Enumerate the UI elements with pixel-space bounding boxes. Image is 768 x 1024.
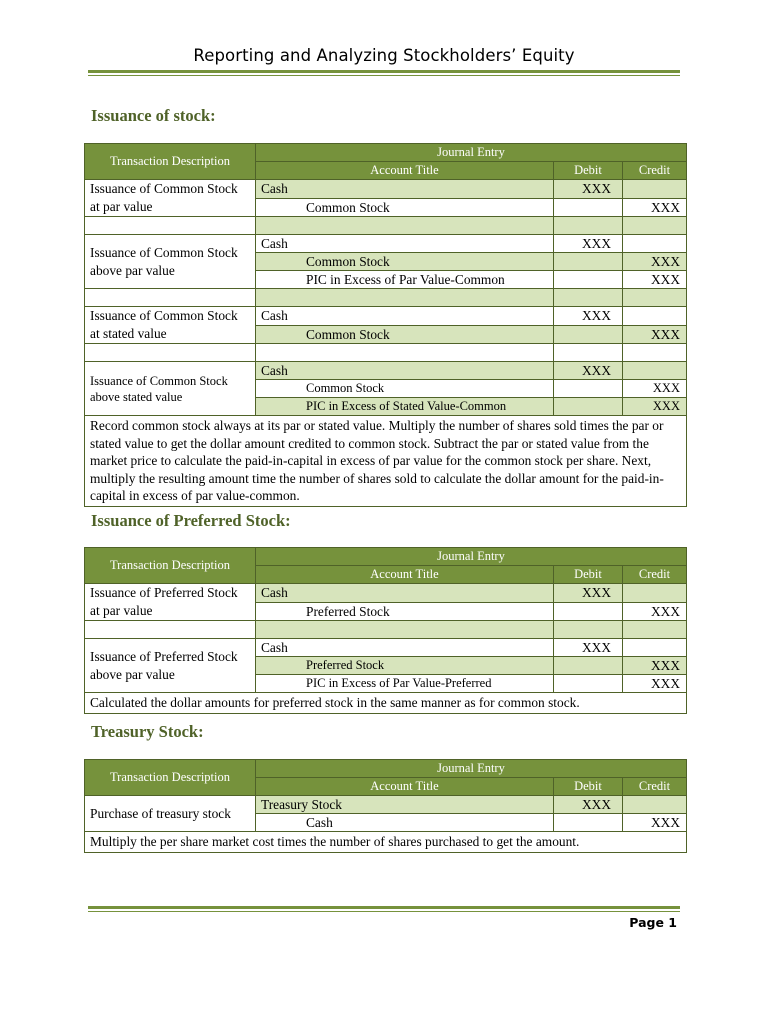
- col-header-account-title: Account Title: [256, 778, 554, 796]
- credit-amount: [623, 584, 687, 603]
- col-header-account-title: Account Title: [256, 566, 554, 584]
- account-title: Cash: [256, 235, 554, 253]
- transaction-description: Issuance of Preferred Stock above par value: [85, 639, 256, 693]
- col-header-account-title: Account Title: [256, 162, 554, 180]
- credit-amount: [623, 362, 687, 380]
- debit-amount: [554, 198, 623, 217]
- col-header-journal-entry: Journal Entry: [256, 760, 687, 778]
- header-divider: [88, 70, 680, 76]
- credit-amount: XXX: [623, 657, 687, 675]
- transaction-description: Purchase of treasury stock: [85, 796, 256, 832]
- account-title: PIC in Excess of Par Value-Preferred: [256, 675, 554, 693]
- credit-amount: XXX: [623, 271, 687, 289]
- debit-amount: [554, 380, 623, 398]
- section-heading-preferred-stock: Issuance of Preferred Stock:: [91, 511, 291, 530]
- col-header-debit: Debit: [554, 566, 623, 584]
- credit-amount: XXX: [623, 602, 687, 621]
- debit-amount: [554, 657, 623, 675]
- account-title: Preferred Stock: [256, 602, 554, 621]
- credit-amount: XXX: [623, 198, 687, 217]
- account-title: Cash: [256, 180, 554, 199]
- debit-amount: [554, 271, 623, 289]
- section-heading-issuance-of-stock: Issuance of stock:: [91, 106, 216, 125]
- credit-amount: XXX: [623, 814, 687, 832]
- col-header-debit: Debit: [554, 778, 623, 796]
- account-title: Cash: [256, 814, 554, 832]
- table-header-row: [85, 548, 687, 566]
- col-header-journal-entry: Journal Entry: [256, 144, 687, 162]
- spacer-row: [85, 217, 687, 235]
- spacer-row: [85, 289, 687, 307]
- treasury-stock-journal-table: [84, 759, 687, 853]
- table-row: [85, 307, 687, 326]
- transaction-description: Issuance of Common Stock above stated value: [85, 362, 256, 416]
- table-row: [85, 362, 687, 380]
- col-header-debit: Debit: [554, 162, 623, 180]
- transaction-description: Issuance of Common Stock at par value: [85, 180, 256, 217]
- transaction-description: Issuance of Preferred Stock at par value: [85, 584, 256, 621]
- note-row: [85, 832, 687, 853]
- credit-amount: XXX: [623, 325, 687, 344]
- account-title: Common Stock: [256, 325, 554, 344]
- table-row: [85, 235, 687, 253]
- preferred-stock-journal-table: [84, 547, 687, 714]
- credit-amount: XXX: [623, 253, 687, 271]
- credit-amount: XXX: [623, 398, 687, 416]
- debit-amount: XXX: [554, 639, 623, 657]
- col-header-transaction-description: Transaction Description: [85, 548, 256, 584]
- note-row: [85, 416, 687, 507]
- spacer-row: [85, 344, 687, 362]
- debit-amount: [554, 814, 623, 832]
- account-title: Cash: [256, 307, 554, 326]
- table-row: [85, 584, 687, 603]
- credit-amount: [623, 180, 687, 199]
- account-title: Treasury Stock: [256, 796, 554, 814]
- debit-amount: XXX: [554, 362, 623, 380]
- spacer-row: [85, 621, 687, 639]
- page-number: Page 1: [629, 915, 677, 930]
- account-title: Cash: [256, 584, 554, 603]
- account-title: Common Stock: [256, 380, 554, 398]
- footer-divider: [88, 906, 680, 912]
- debit-amount: XXX: [554, 235, 623, 253]
- debit-amount: XXX: [554, 180, 623, 199]
- col-header-credit: Credit: [623, 778, 687, 796]
- debit-amount: [554, 675, 623, 693]
- account-title: Common Stock: [256, 198, 554, 217]
- common-stock-journal-table: [84, 143, 687, 507]
- col-header-transaction-description: Transaction Description: [85, 760, 256, 796]
- table-header-row: [85, 144, 687, 162]
- account-title: Cash: [256, 639, 554, 657]
- section-heading-treasury-stock: Treasury Stock:: [91, 722, 204, 741]
- debit-amount: [554, 325, 623, 344]
- debit-amount: [554, 602, 623, 621]
- debit-amount: XXX: [554, 796, 623, 814]
- debit-amount: [554, 398, 623, 416]
- credit-amount: [623, 639, 687, 657]
- table-row: [85, 639, 687, 657]
- page-header-title: Reporting and Analyzing Stockholders’ Equity: [193, 46, 575, 65]
- account-title: Preferred Stock: [256, 657, 554, 675]
- transaction-description: Issuance of Common Stock at stated value: [85, 307, 256, 344]
- table-row: [85, 180, 687, 199]
- treasury-stock-note: Multiply the per share market cost times the number of shares purchased to get the amount.: [85, 832, 687, 853]
- credit-amount: XXX: [623, 675, 687, 693]
- debit-amount: XXX: [554, 584, 623, 603]
- account-title: PIC in Excess of Stated Value-Common: [256, 398, 554, 416]
- debit-amount: [554, 253, 623, 271]
- account-title: Cash: [256, 362, 554, 380]
- col-header-journal-entry: Journal Entry: [256, 548, 687, 566]
- col-header-credit: Credit: [623, 566, 687, 584]
- credit-amount: [623, 235, 687, 253]
- account-title: Common Stock: [256, 253, 554, 271]
- debit-amount: XXX: [554, 307, 623, 326]
- col-header-transaction-description: Transaction Description: [85, 144, 256, 180]
- preferred-stock-note: Calculated the dollar amounts for preferred stock in the same manner as for common stock.: [85, 693, 687, 714]
- transaction-description: Issuance of Common Stock above par value: [85, 235, 256, 289]
- table-header-row: [85, 760, 687, 778]
- credit-amount: XXX: [623, 380, 687, 398]
- credit-amount: [623, 796, 687, 814]
- note-row: [85, 693, 687, 714]
- credit-amount: [623, 307, 687, 326]
- account-title: PIC in Excess of Par Value-Common: [256, 271, 554, 289]
- common-stock-note: Record common stock always at its par or stated value. Multiply the number of shares sold times the par or stated value to get the dollar amount credited to common stock. Subtract the par or stated value from the market price to calculate the paid-in-capital in excess of par value for the common stock per share. Next, multiply the resulting amount time the number of shares sold to calculate the dollar amount for the paid-in-capital in excess of par value-common.: [85, 416, 687, 507]
- col-header-credit: Credit: [623, 162, 687, 180]
- table-row: [85, 796, 687, 814]
